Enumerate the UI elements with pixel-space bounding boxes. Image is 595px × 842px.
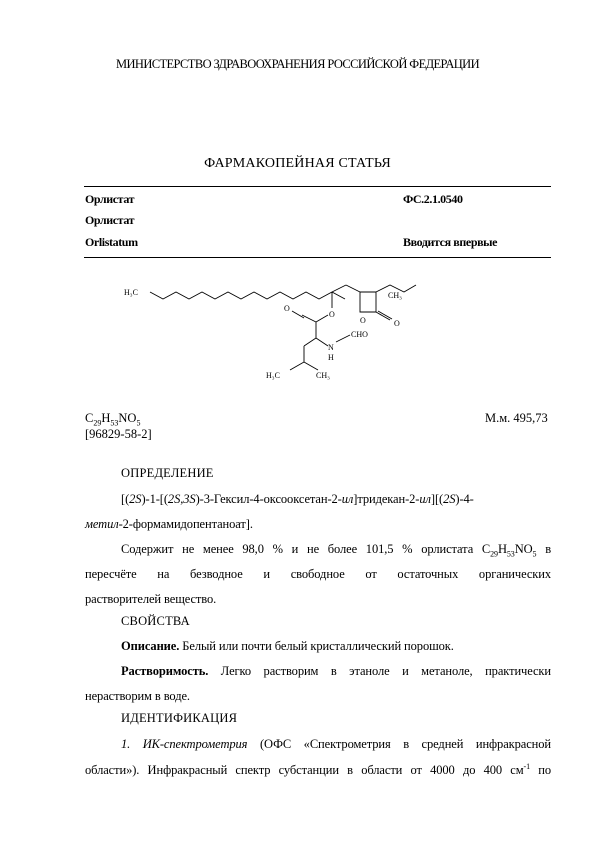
label-ch3-bottom: CH₃ xyxy=(316,371,330,380)
label-o-carbonyl: O xyxy=(284,304,290,313)
solubility-line2: нерастворим в воде. xyxy=(85,689,190,703)
document-title: ФАРМАКОПЕЙНАЯ СТАТЬЯ xyxy=(204,156,391,171)
label-h: H xyxy=(328,353,334,362)
cas-number: [96829-58-2] xyxy=(85,427,152,441)
label-h3c-left: H₃C xyxy=(124,288,138,297)
section-properties-heading: СВОЙСТВА xyxy=(121,614,190,628)
section-identification-heading: ИДЕНТИФИКАЦИЯ xyxy=(121,711,238,725)
label-cho: CHO xyxy=(351,330,368,339)
label-ch3-right: CH₃ xyxy=(388,291,402,300)
label-n: N xyxy=(328,343,334,352)
molecular-mass: М.м. 495,73 xyxy=(485,411,548,425)
ministry-title: МИНИСТЕРСТВО ЗДРАВООХРАНЕНИЯ РОССИЙСКОЙ ФЕДЕРАЦИИ xyxy=(115,57,480,71)
section-definition-heading: ОПРЕДЕЛЕНИЕ xyxy=(121,466,214,480)
alkyl-chain xyxy=(150,292,345,299)
monograph-name-ru: Орлистат xyxy=(85,192,135,206)
structural-formula xyxy=(120,270,420,400)
content-line3: растворителей вещество. xyxy=(85,592,217,606)
oxetanone-ring xyxy=(360,292,376,312)
label-h3c-bottom: H₃C xyxy=(266,371,280,380)
label-o-ring: O xyxy=(360,316,366,325)
solubility-line1: Растворимость. Легко растворим в этаноле и метаноле, практически xyxy=(121,664,551,678)
label-o-ketone: O xyxy=(394,319,400,328)
content-line1: Содержит не менее 98,0 % и не более 101,5 % орлистата $C_{29}H_{53}NO_5$ в xyxy=(121,542,551,559)
chemical-name-line2: метил-2-формамидопентаноат]. xyxy=(85,517,253,531)
monograph-status: Вводится впервые xyxy=(403,235,498,249)
chemical-name-line1: [(2S)-1-[(2S,3S)-3-Гексил-4-оксооксетан-2-ил]тридекан-2-ил][(2S)-4- xyxy=(121,492,474,506)
monograph-code: ФС.2.1.0540 xyxy=(403,192,463,206)
description-line: Описание. Белый или почти белый кристаллический порошок. xyxy=(121,639,454,653)
ir-line2: области»). Инфракрасный спектр субстанции в области от 4000 до 400 $см^{-1}$ по xyxy=(85,762,551,778)
monograph-name-lat: Orlistatum xyxy=(85,235,138,249)
content-line2: пересчёте на безводное и свободное от остаточных органических xyxy=(85,567,551,581)
bottom-rule xyxy=(84,257,551,258)
molecular-formula: $C_{29}H_{53}NO_5$ xyxy=(85,411,141,428)
monograph-name-ru-2: Орлистат xyxy=(85,213,135,227)
ir-line1: 1. ИК-спектрометрия (ОФС «Спектрометрия в средней инфракрасной xyxy=(121,737,551,751)
label-o-ester: O xyxy=(329,310,335,319)
top-rule xyxy=(84,186,551,187)
